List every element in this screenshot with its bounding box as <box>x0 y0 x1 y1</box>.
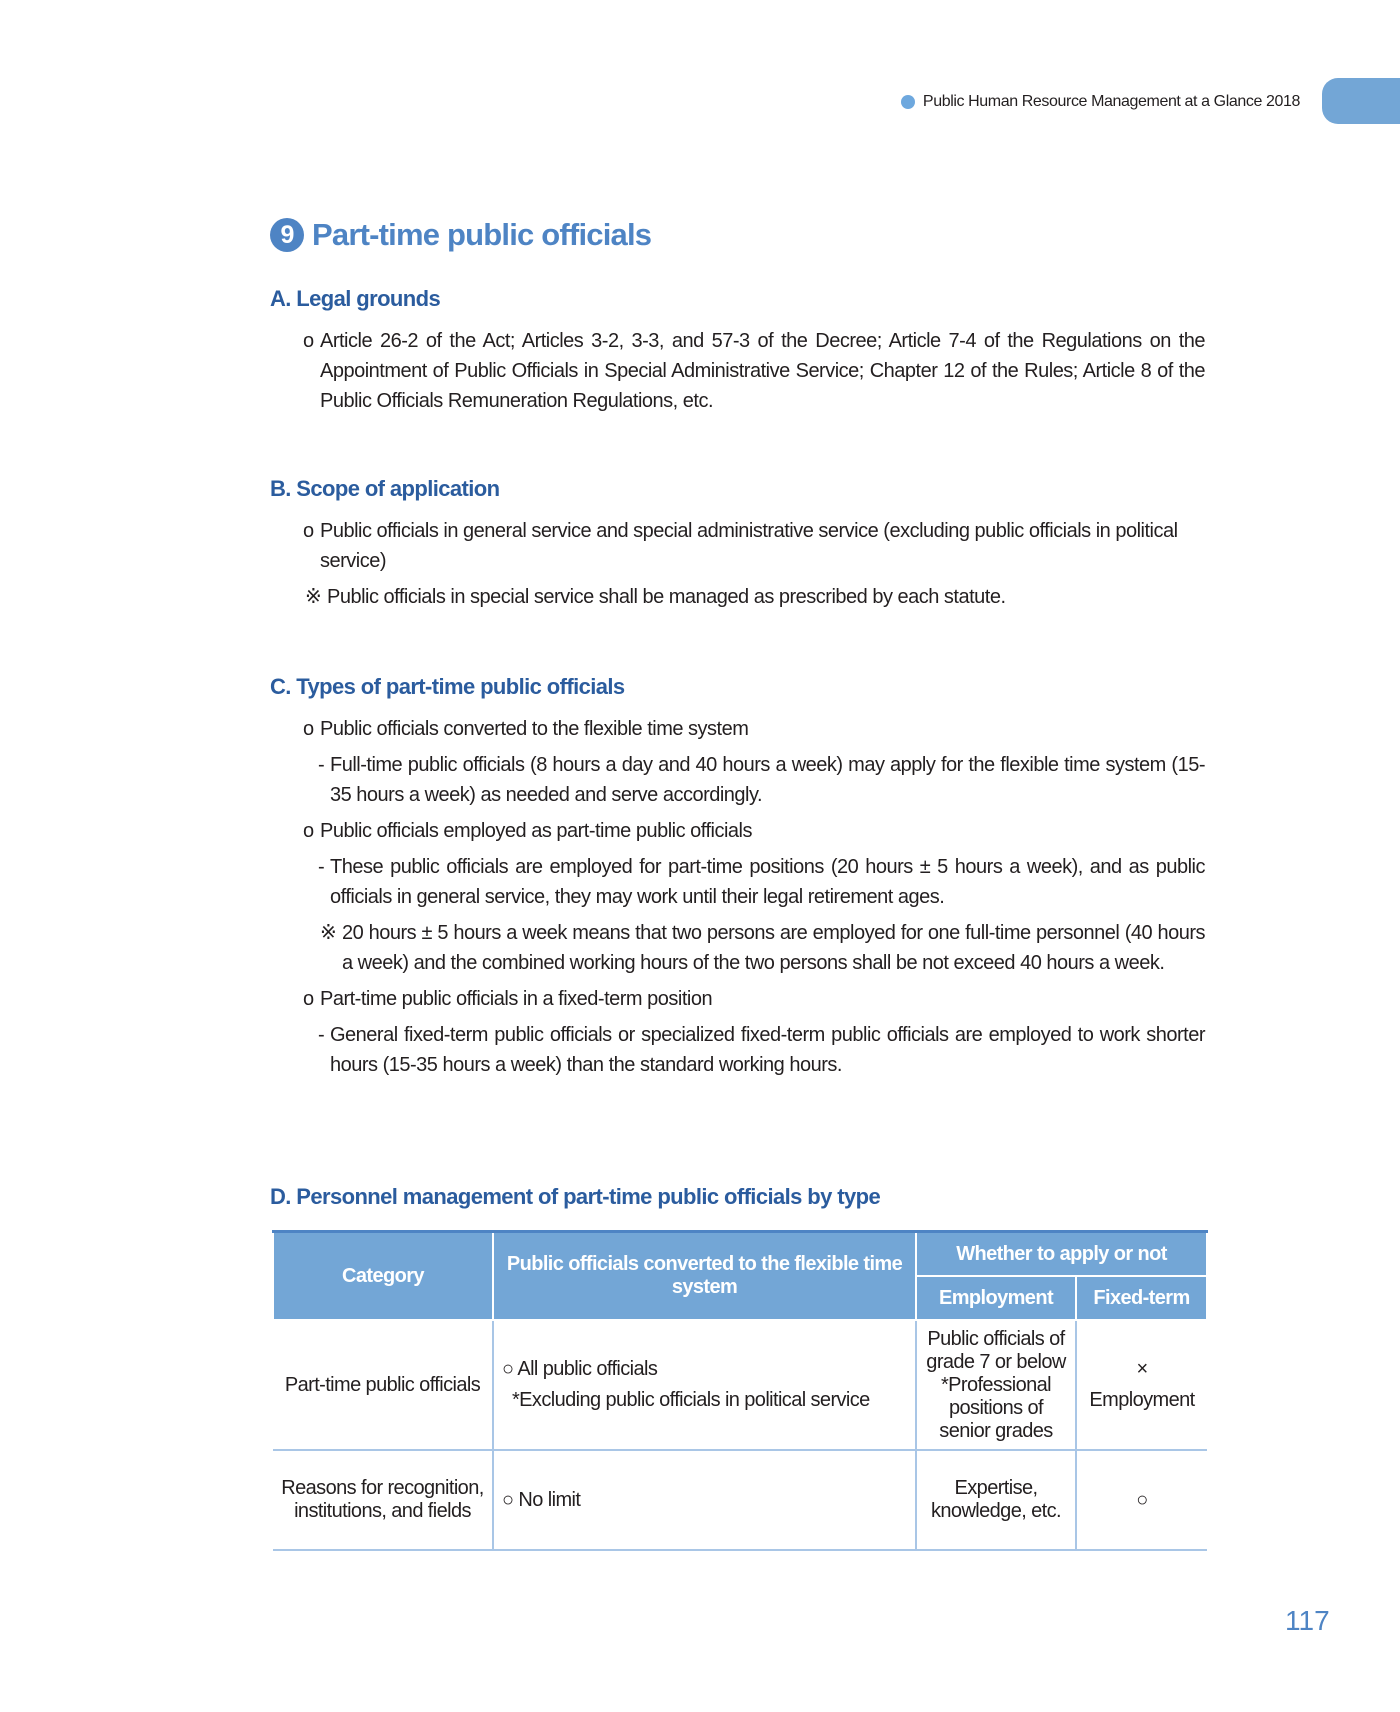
bullet-text: Part-time public officials in a fixed-term position <box>320 988 713 1010</box>
bullet-text: Article 26-2 of the Act; Articles 3-2, 3-3, and 57-3 of the Decree; Article 7-4 of the Regulations on the Appointment of Public Officials in Special Administrative Service; Chapter 12 of the Rules; Article 8 of the Public Officials Remuneration Regulations, etc. <box>320 330 1205 412</box>
cell-line: Employment <box>1089 1389 1195 1411</box>
cell-category: Reasons for recognition, institutions, and fields <box>273 1450 493 1550</box>
cell-flexible <box>493 1320 916 1450</box>
bullet-item <box>270 984 1205 1014</box>
cell-line: ○ All public officials <box>502 1358 658 1380</box>
header-fixed-term: Fixed-term <box>1076 1276 1207 1320</box>
section-types <box>270 674 1205 1086</box>
running-title: Public Human Resource Management at a Glance 2018 <box>922 93 1300 110</box>
header-whether: Whether to apply or not <box>916 1232 1207 1277</box>
chapter-tab-marker <box>1322 78 1400 124</box>
dash-text: General fixed-term public officials or specialized fixed-term public officials are employed to work shorter hours (15-35 hours a week) than the standard working hours. <box>330 1024 1205 1076</box>
section-heading-c: C. Types of part-time public officials <box>270 674 625 699</box>
cell-fixed-term <box>1076 1320 1207 1450</box>
page-title <box>270 217 651 253</box>
dash-mark: - <box>318 754 325 776</box>
dash-text: Full-time public officials (8 hours a day and 40 hours a week) may apply for the flexible time system (15-35 hours a week) as needed and serve accordingly. <box>330 754 1205 806</box>
dash-mark: - <box>318 1024 325 1046</box>
dash-item <box>270 1020 1205 1080</box>
circle-mark: ○ <box>1076 1450 1207 1550</box>
cell-employment: Public officials of grade 7 or below *Professional positions of senior grades <box>916 1320 1076 1450</box>
page-title-text: Part-time public officials <box>312 217 652 252</box>
bullet-mark: o <box>303 520 314 542</box>
bullet-item <box>270 816 1205 846</box>
bullet-dot-icon <box>901 95 915 109</box>
bullet-mark: o <box>303 820 314 842</box>
header-category: Category <box>273 1232 493 1321</box>
note-text: Public officials in special service shall be managed as prescribed by each statute. <box>327 586 1006 608</box>
bullet-text: Public officials employed as part-time public officials <box>320 820 752 842</box>
section-heading-a: A. Legal grounds <box>270 286 441 311</box>
note-item <box>270 918 1205 978</box>
note-mark: ※ <box>320 922 337 944</box>
bullet-item <box>270 714 1205 744</box>
section-scope <box>270 476 1205 618</box>
bullet-mark: o <box>303 330 314 352</box>
dash-text: These public officials are employed for part-time positions (20 hours ± 5 hours a week), and as public officials in general service, they may work until their legal retirement ages. <box>330 856 1205 908</box>
dash-item <box>270 852 1205 912</box>
bullet-mark: o <box>303 988 314 1010</box>
header-employment: Employment <box>916 1276 1076 1320</box>
section-number-badge: 9 <box>270 218 304 252</box>
cell-employment: Expertise, knowledge, etc. <box>916 1450 1076 1550</box>
section-legal-grounds <box>270 286 1205 422</box>
bullet-item <box>270 516 1205 576</box>
bullet-text: Public officials in general service and special administrative service (excluding public officials in political service) <box>320 520 1178 572</box>
dash-mark: - <box>318 856 325 878</box>
personnel-table <box>272 1230 1206 1551</box>
bullet-text: Public officials converted to the flexible time system <box>320 718 749 740</box>
dash-item <box>270 750 1205 810</box>
section-heading-d: D. Personnel management of part-time public officials by type <box>270 1184 881 1209</box>
note-text: 20 hours ± 5 hours a week means that two persons are employed for one full-time personnel (40 hours a week) and the combined working hours of the two persons shall be not exceed 40 hours a week. <box>342 922 1205 974</box>
cell-flexible: ○ No limit <box>493 1450 916 1550</box>
cell-category: Part-time public officials <box>273 1320 493 1450</box>
note-item <box>270 582 1205 612</box>
cross-mark: × <box>1136 1358 1148 1380</box>
table-row <box>273 1320 1207 1450</box>
bullet-item <box>270 326 1205 416</box>
bullet-mark: o <box>303 718 314 740</box>
cell-line: *Excluding public officials in political service <box>512 1389 870 1411</box>
header-flexible: Public officials converted to the flexible time system <box>493 1232 916 1321</box>
page-number: 117 <box>1285 1605 1330 1636</box>
table-row <box>273 1450 1207 1550</box>
note-mark: ※ <box>305 586 322 608</box>
section-heading-b: B. Scope of application <box>270 476 500 501</box>
running-header <box>900 90 1300 114</box>
section-personnel-management <box>270 1184 1205 1224</box>
